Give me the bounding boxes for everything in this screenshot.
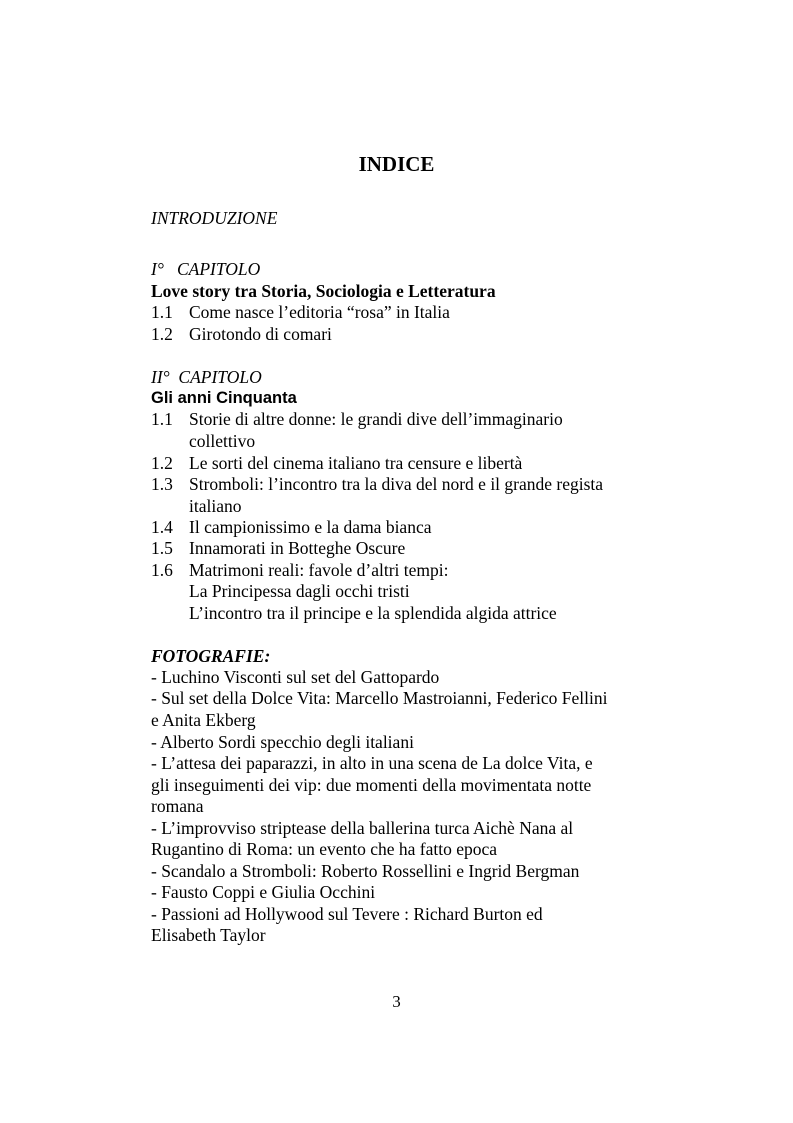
- toc-entry: [151, 516, 432, 538]
- toc-entry-number: 1.1: [151, 409, 173, 429]
- toc-entry-text: Il campionissimo e la dama bianca: [189, 517, 432, 537]
- toc-entry-text: Le sorti del cinema italiano tra censure e libertà: [189, 453, 523, 473]
- toc-entry-text: Come nasce l’editoria “rosa” in Italia: [189, 302, 450, 322]
- toc-entry-text: Girotondo di comari: [189, 324, 332, 344]
- photo-line: - Fausto Coppi e Giulia Occhini: [151, 882, 376, 902]
- photo-line: - Sul set della Dolce Vita: Marcello Mastroianni, Federico Fellini: [151, 688, 608, 708]
- toc-entry-number: 1.6: [151, 560, 173, 580]
- introduction-entry: INTRODUZIONE: [151, 208, 278, 228]
- toc-entry-text: Stromboli: l’incontro tra la diva del nord e il grande regista: [189, 474, 604, 494]
- toc-entry-number: 1.2: [151, 324, 173, 344]
- toc-entry-number: 1.4: [151, 517, 173, 537]
- toc-entry: [151, 537, 405, 559]
- toc-entry-number: 1.2: [151, 453, 173, 473]
- photo-line: romana: [151, 796, 204, 816]
- photo-line: - L’attesa dei paparazzi, in alto in una scena de La dolce Vita, e: [151, 753, 593, 773]
- toc-entry-number: 1.3: [151, 474, 173, 494]
- photo-line: - Scandalo a Stromboli: Roberto Rossellini e Ingrid Bergman: [151, 861, 580, 881]
- photo-line: Elisabeth Taylor: [151, 925, 266, 945]
- toc-entry: [151, 559, 449, 581]
- toc-entry: [151, 323, 332, 345]
- photo-line: - L’improvviso striptease della ballerina turca Aichè Nana al: [151, 818, 574, 838]
- toc-entry-number: 1.1: [151, 302, 173, 322]
- toc-entry: [151, 473, 603, 495]
- toc-subentry: La Principessa dagli occhi tristi: [189, 581, 410, 601]
- page-number: 3: [392, 992, 401, 1011]
- photos-heading: FOTOGRAFIE:: [151, 646, 271, 666]
- toc-entry-continuation: collettivo: [189, 431, 256, 451]
- toc-entry: [151, 452, 522, 474]
- page-title: INDICE: [358, 152, 435, 176]
- photo-line: gli inseguimenti dei vip: due momenti della movimentata notte: [151, 775, 592, 795]
- toc-entry: [151, 408, 563, 430]
- photo-line: e Anita Ekberg: [151, 710, 256, 730]
- toc-entry-text: Storie di altre donne: le grandi dive dell’immaginario: [189, 409, 563, 429]
- toc-entry-continuation: italiano: [189, 496, 242, 516]
- toc-entry: [151, 301, 450, 323]
- photo-line: - Luchino Visconti sul set del Gattopardo: [151, 667, 440, 687]
- toc-entry-text: Matrimoni reali: favole d’altri tempi:: [189, 560, 449, 580]
- chapter2-label: II° CAPITOLO: [151, 367, 262, 387]
- toc-entry-text: Innamorati in Botteghe Oscure: [189, 538, 406, 558]
- photo-line: - Passioni ad Hollywood sul Tevere : Richard Burton ed: [151, 904, 543, 924]
- toc-entry-number: 1.5: [151, 538, 173, 558]
- toc-subentry: L’incontro tra il principe e la splendida algida attrice: [189, 603, 557, 623]
- chapter1-label: I° CAPITOLO: [151, 259, 261, 279]
- chapter2-heading: Gli anni Cinquanta: [151, 389, 297, 407]
- chapter1-heading: Love story tra Storia, Sociologia e Letteratura: [151, 281, 496, 301]
- photo-line: - Alberto Sordi specchio degli italiani: [151, 732, 414, 752]
- photo-line: Rugantino di Roma: un evento che ha fatto epoca: [151, 839, 498, 859]
